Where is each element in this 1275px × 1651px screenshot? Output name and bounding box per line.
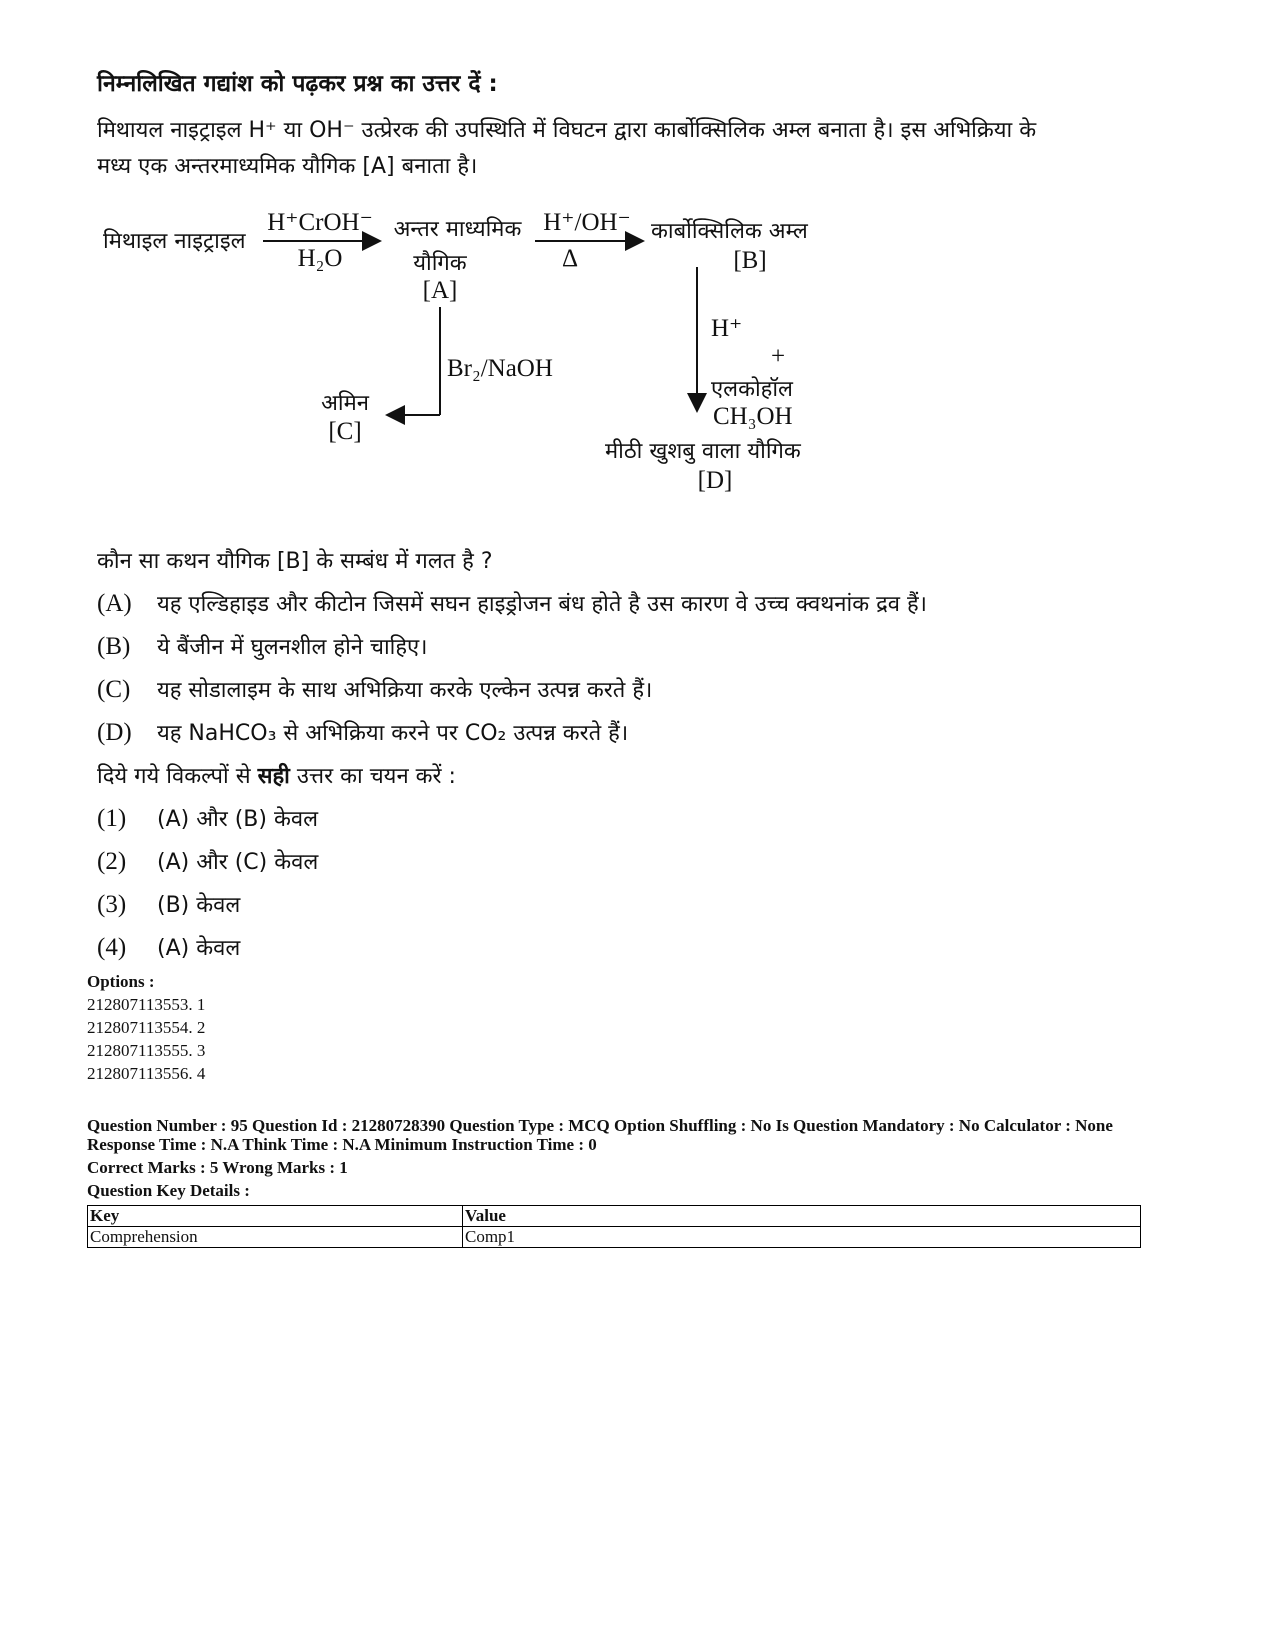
- product-c: अमिन: [321, 391, 369, 416]
- choose-instruction: [97, 760, 456, 790]
- table-cell-value: Comp1: [463, 1227, 1141, 1248]
- marks-line: Correct Marks : 5 Wrong Marks : 1: [87, 1158, 348, 1177]
- choice-text: (A) केवल: [157, 936, 241, 961]
- reaction-diagram: [95, 205, 875, 515]
- product-d: मीठी खुशबु वाला यौगिक: [605, 439, 801, 464]
- statement-text: यह एल्डिहाइड और कीटोन जिसमें सघन हाइड्रोजन बंध होते है उस कारण वे उच्च क्वथनांक द्रव हैं।: [157, 592, 928, 617]
- question-stem: कौन सा कथन यौगिक [B] के सम्बंध में गलत है ?: [97, 549, 493, 574]
- statement-key: (A): [97, 590, 132, 617]
- table-cell-key: Comprehension: [88, 1227, 463, 1248]
- choice-text: (A) और (B) केवल: [157, 807, 319, 832]
- choose-prefix: दिये गये विकल्पों से: [97, 764, 251, 789]
- table-row: [88, 1227, 1141, 1248]
- question-key-table: [87, 1205, 1141, 1248]
- options-title: Options :: [87, 972, 155, 991]
- statement-a: [97, 588, 927, 618]
- option-id-2: 212807113554. 2: [87, 1018, 206, 1037]
- passage-line-1: मिथायल नाइट्राइल H⁺ या OH⁻ उत्प्रेरक की उपस्थिति में विघटन द्वारा कार्बोक्सिलिक अम्ल बनाता है। इस अभिक्रिया के: [97, 118, 1037, 143]
- reagent-2-top: H⁺/OH⁻: [543, 209, 631, 236]
- choice-3: [97, 889, 240, 919]
- choice-1: [97, 803, 318, 833]
- product-b-label: [B]: [733, 247, 767, 274]
- choice-text: (B) केवल: [157, 893, 241, 918]
- product-d-label: [D]: [697, 467, 733, 494]
- statement-c: [97, 674, 652, 704]
- statement-d: [97, 717, 628, 747]
- reagent-4-line-2: +: [771, 343, 786, 370]
- passage-line-2: मध्य एक अन्तरमाध्यमिक यौगिक [A] बनाता है।: [97, 154, 478, 179]
- statement-key: (C): [97, 676, 131, 703]
- table-header-key: Key: [88, 1206, 463, 1227]
- table-header-value: Value: [463, 1206, 1141, 1227]
- product-c-label: [C]: [328, 418, 362, 445]
- reagent-1-bottom: H₂O: [297, 245, 343, 272]
- statement-text: यह सोडालाइम के साथ अभिक्रिया करके एल्केन उत्पन्न करते हैं।: [157, 678, 653, 703]
- key-details-title: Question Key Details :: [87, 1181, 250, 1200]
- choice-key: (4): [97, 934, 127, 961]
- reagent-4-line-1: H⁺: [711, 315, 743, 342]
- option-id-4: 212807113556. 4: [87, 1064, 206, 1083]
- statement-key: (B): [97, 633, 131, 660]
- choose-suffix: उत्तर का चयन करें :: [296, 764, 456, 789]
- intermediate-line-2: यौगिक: [413, 251, 467, 276]
- product-b: कार्बोक्सिलिक अम्ल: [651, 219, 808, 244]
- option-id-3: 212807113555. 3: [87, 1041, 206, 1060]
- start-compound: मिथाइल नाइट्राइल: [103, 229, 246, 254]
- question-meta-line-1: Question Number : 95 Question Id : 21280728390 Question Type : MCQ Option Shuffling : No Is Question Mandatory : No Calculator : None: [87, 1116, 1113, 1135]
- statement-b: [97, 631, 428, 661]
- reagent-1-top: H⁺CrOH⁻: [267, 209, 373, 236]
- reagent-3: Br₂/NaOH: [447, 355, 553, 382]
- statement-key: (D): [97, 719, 132, 746]
- question-meta-line-2: Response Time : N.A Think Time : N.A Minimum Instruction Time : 0: [87, 1135, 597, 1154]
- choose-bold: सही: [257, 764, 290, 789]
- choice-2: [97, 846, 318, 876]
- choice-4: [97, 932, 240, 962]
- statement-text: ये बैंजीन में घुलनशील होने चाहिए।: [157, 635, 428, 660]
- choice-key: (1): [97, 805, 127, 832]
- reagent-4-line-3: एलकोहॉल: [711, 377, 793, 402]
- option-id-1: 212807113553. 1: [87, 995, 206, 1014]
- statement-text: यह NaHCO₃ से अभिक्रिया करने पर CO₂ उत्पन्न करते हैं।: [157, 721, 629, 746]
- choice-key: (3): [97, 891, 127, 918]
- choice-text: (A) और (C) केवल: [157, 850, 319, 875]
- table-header-row: [88, 1206, 1141, 1227]
- reagent-2-bottom: Δ: [561, 245, 579, 272]
- choice-key: (2): [97, 848, 127, 875]
- passage-heading: निम्नलिखित गद्यांश को पढ़कर प्रश्न का उत्तर दें :: [97, 71, 498, 97]
- intermediate-line-1: अन्तर माध्यमिक: [393, 217, 522, 242]
- reagent-4-line-4: CH₃OH: [713, 403, 793, 430]
- intermediate-label: [A]: [422, 277, 458, 304]
